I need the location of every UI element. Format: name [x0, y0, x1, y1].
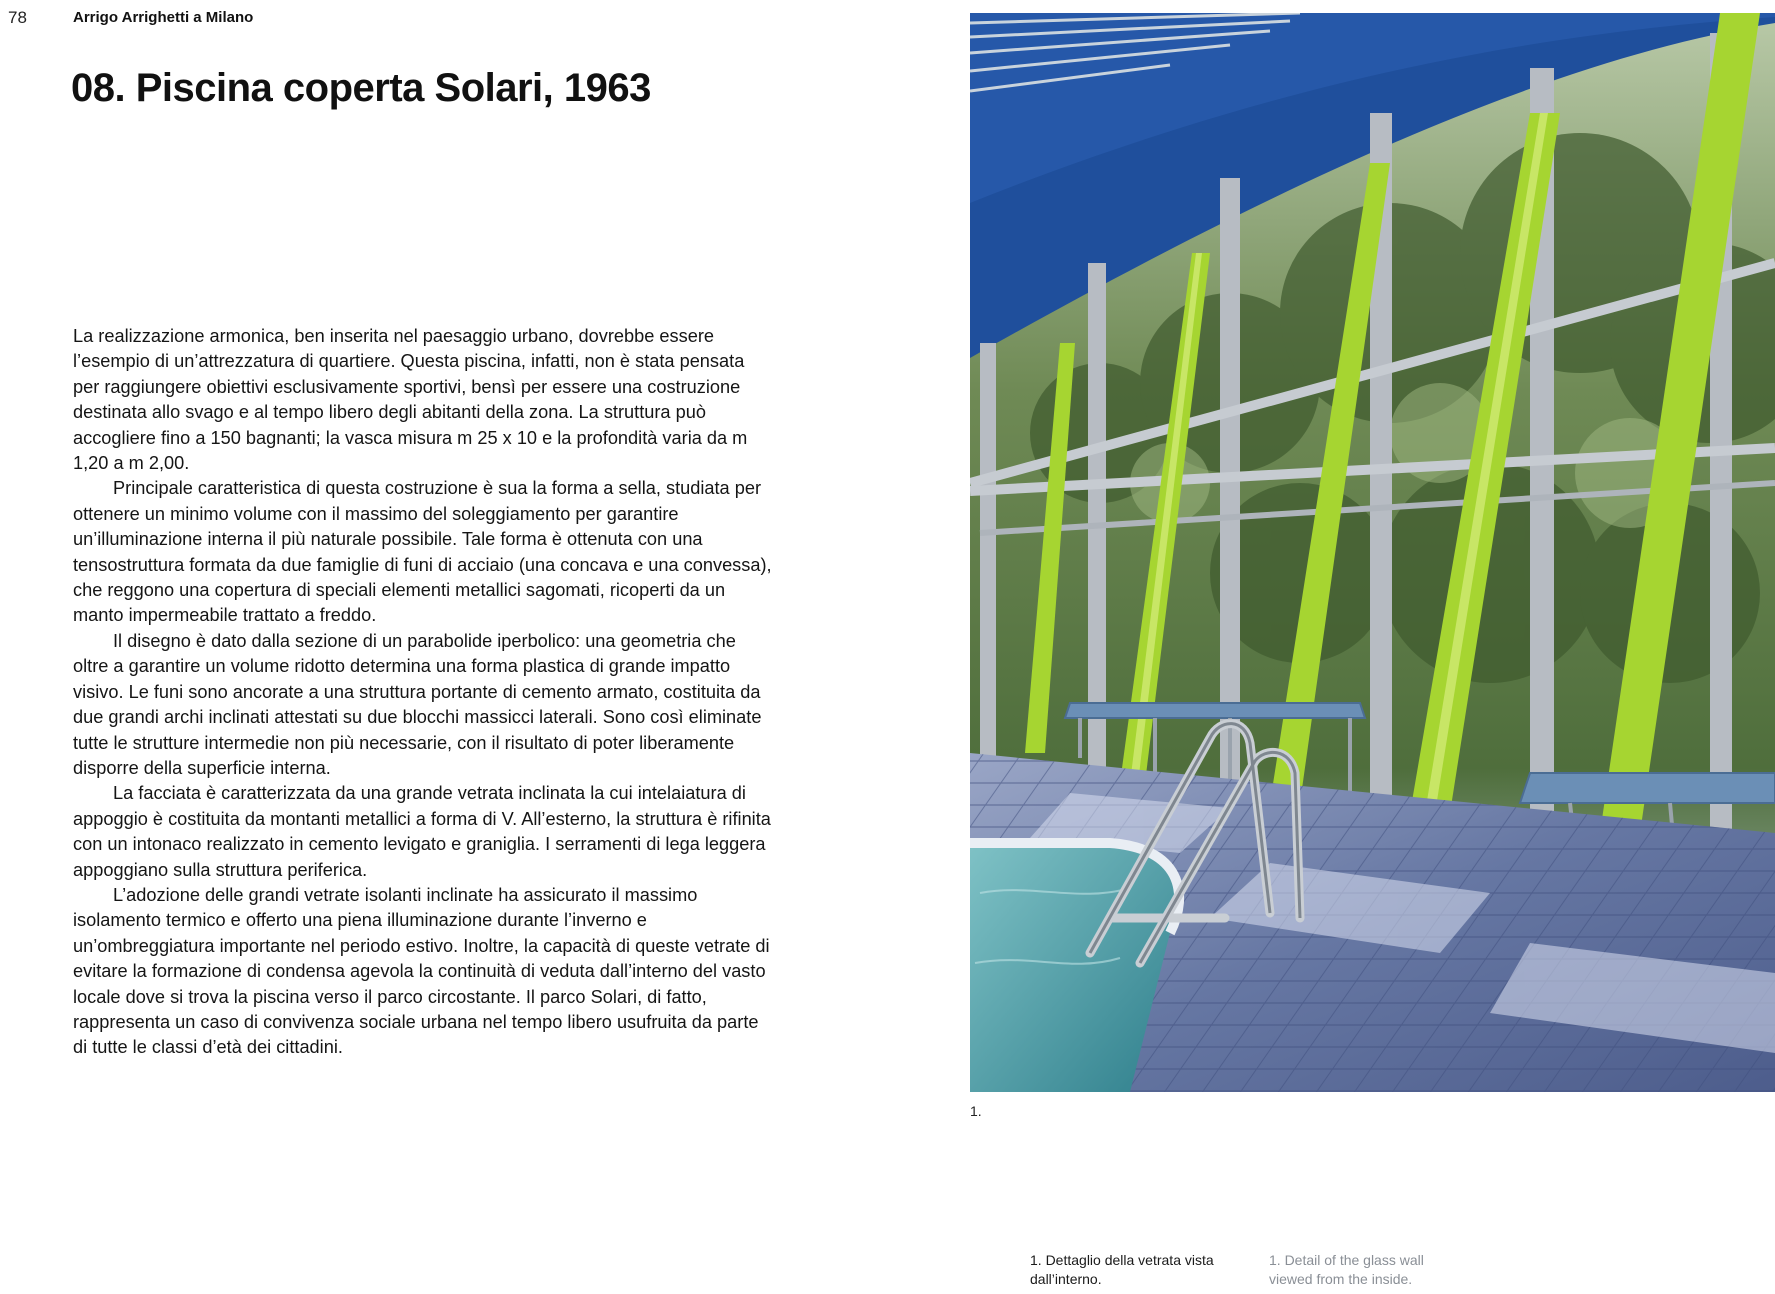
running-head: Arrigo Arrighetti a Milano: [73, 9, 254, 26]
article-body: [73, 324, 773, 1061]
paragraph-1: La realizzazione armonica, ben inserita nel paesaggio urbano, dovrebbe essere l’esempio di un’attrezzatura di quartiere. Questa piscina, infatti, non è stata pensata per raggiungere obiettivi esclusivamente sportivi, bensì per essere una costruzione destinata allo svago e al tempo libero degli abitanti della zona. La struttura può accogliere fino a 150 bagnanti; la vasca misura m 25 x 10 e la profondità varia da m 1,20 a m 2,00.: [73, 326, 748, 474]
paragraph-2: Principale caratteristica di questa costruzione è sua la forma a sella, studiata per ottenere un minimo volume con il massimo del soleggiamento per garantire un’illuminazione interna il più naturale possibile. Tale forma è ottenuta con una tensostruttura formata da due famiglie di funi di acciaio (una concava e una convessa), che reggono una copertura di speciali elementi metallici sagomati, ricoperti da un manto impermeabile trattato a freddo.: [73, 478, 772, 626]
article-title: 08. Piscina coperta Solari, 1963: [71, 66, 651, 110]
paragraph-4: La facciata è caratterizzata da una grande vetrata inclinata la cui intelaiatura di appoggio è costituita da montanti metallici a forma di V. All’esterno, la struttura è rifinita con un intonaco realizzato in cemento levigato e graniglia. I serramenti di lega leggera appoggiano sulla struttura periferica.: [73, 783, 771, 880]
caption-italian: 1. Dettaglio della vetrata vista dall’interno.: [1030, 1252, 1214, 1287]
figure-number: 1.: [970, 1103, 982, 1119]
paragraph-3: Il disegno è dato dalla sezione di un parabolide iperbolico: una geometria che oltre a garantire un volume ridotto determina una forma plastica di grande impatto visivo. Le funi sono ancorate a una struttura portante di cemento armato, costituita da due grandi archi inclinati attestati su due blocchi massicci laterali. Sono così eliminate tutte le strutture intermedie non più necessarie, con il risultato di poter liberamente disporre della superficie interna.: [73, 630, 762, 778]
paragraph-5: L’adozione delle grandi vetrate isolanti inclinate ha assicurato il massimo isolamento termico e offerto una piena illuminazione durante l’inverno e un’ombreggiatura importante nel periodo estivo. Inoltre, la capacità di queste vetrate di evitare la formazione di condensa agevola la continuità di veduta dall’interno del vasto locale dove si trova la piscina verso il parco circostante. Il parco Solari, di fatto, rappresenta un caso di convivenza sociale urbana nel tempo libero usufruita da parte di tutte le classi d’età dei cittadini.: [73, 884, 770, 1058]
page-number: 78: [8, 8, 27, 27]
pool-photo: [970, 13, 1775, 1092]
caption-english: 1. Detail of the glass wall viewed from the inside.: [1269, 1252, 1424, 1287]
